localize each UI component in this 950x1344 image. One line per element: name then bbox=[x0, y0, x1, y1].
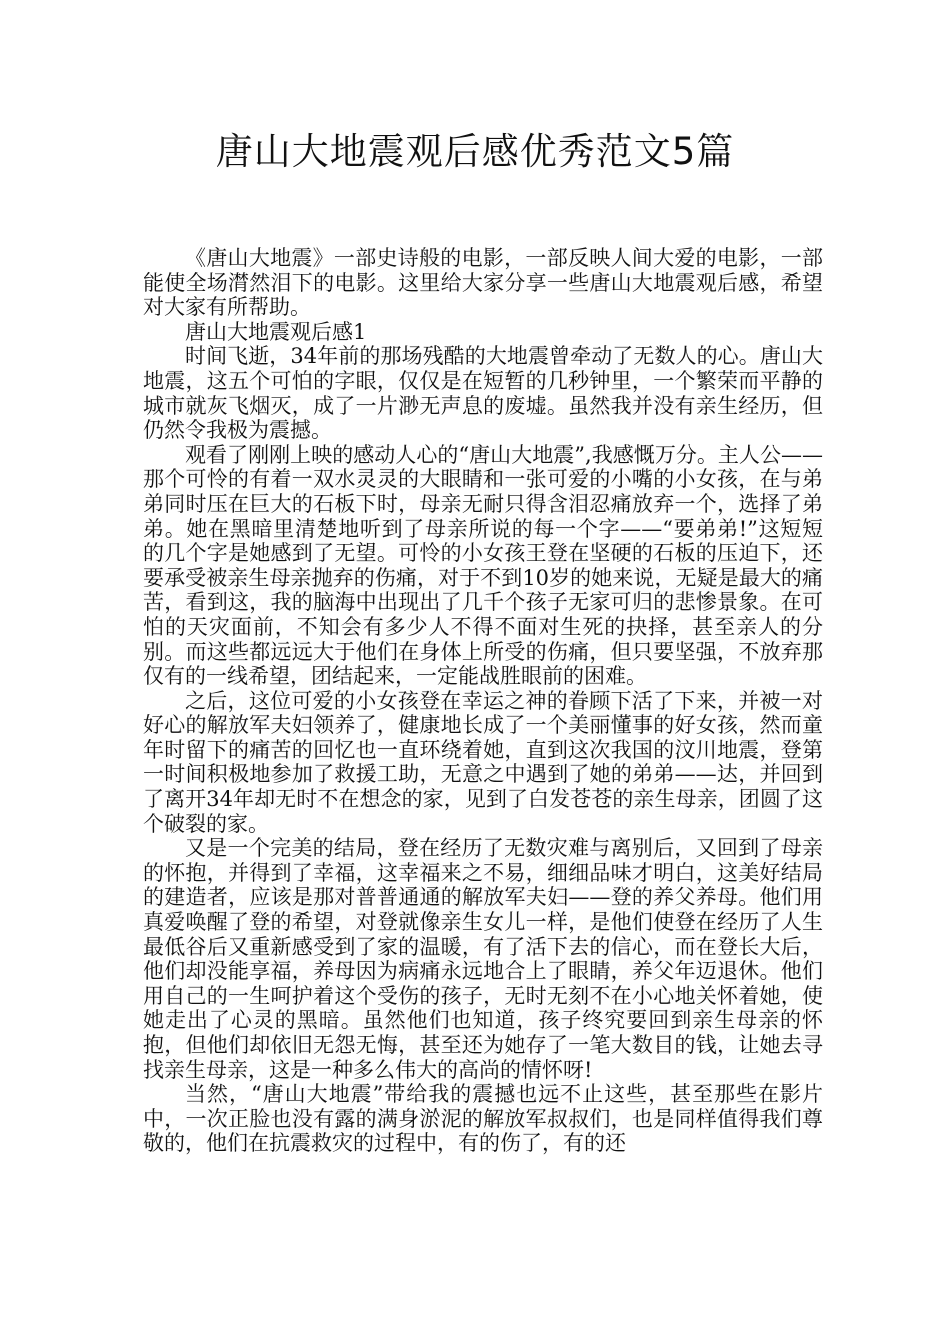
document-body bbox=[143, 246, 823, 1156]
paragraph: 又是一个完美的结局，登在经历了无数灾难与离别后，又回到了母亲的怀抱，并得到了幸福，这幸福来之不易，细细品味才明白，这美好结局的建造者，应该是那对普普通通的解放军夫妇——登的养父养母。他们用真爱唤醒了登的希望，对登就像亲生女儿一样，是他们使登在经历了人生最低谷后又重新感受到了家的温暖，有了活下去的信心，而在登长大后，他们却没能享福，养母因为病痛永远地合上了眼睛，养父年迈退休。他们用自己的一生呵护着这个受伤的孩子，无时无刻不在小心地关怀着她，使她走出了心灵的黑暗。虽然他们也知道，孩子终究要回到亲生母亲的怀抱，但他们却依旧无怨无悔，甚至还为她存了一笔大数目的钱，让她去寻找亲生母亲，这是一种多么伟大的高尚的情怀呀! bbox=[143, 836, 823, 1082]
paragraph: 时间飞逝，34年前的那场残酷的大地震曾牵动了无数人的心。唐山大地震，这五个可怕的字眼，仅仅是在短暂的几秒钟里，一个繁荣而平静的城市就灰飞烟灭，成了一片渺无声息的废墟。虽然我并没有亲生经历，但仍然令我极为震撼。 bbox=[143, 344, 823, 443]
paragraph: 观看了刚刚上映的感动人心的“唐山大地震”,我感慨万分。主人公——那个可怜的有着一双水灵灵的大眼睛和一张可爱的小嘴的小女孩，在与弟弟同时压在巨大的石板下时，母亲无耐只得含泪忍痛放弃一个，选择了弟弟。她在黑暗里清楚地听到了母亲所说的每一个字——“要弟弟!”这短短的几个字是她感到了无望。可怜的小女孩王登在坚硬的石板的压迫下，还要承受被亲生母亲抛弃的伤痛，对于不到10岁的她来说，无疑是最大的痛苦，看到这，我的脑海中出现出了几千个孩子无家可归的悲惨景象。在可怕的天灾面前，不知会有多少人不得不面对生死的抉择，甚至亲人的分别。而这些都远远大于他们在身体上所受的伤痛，但只要坚强，不放弃那仅有的一线希望，团结起来，一定能战胜眼前的困难。 bbox=[143, 442, 823, 689]
document-title: 唐山大地震观后感优秀范文5篇 bbox=[215, 130, 735, 173]
paragraph-intro: 《唐山大地震》一部史诗般的电影，一部反映人间大爱的电影，一部能使全场潸然泪下的电影。这里给大家分享一些唐山大地震观后感，希望对大家有所帮助。 bbox=[143, 246, 823, 320]
paragraph: 之后，这位可爱的小女孩登在幸运之神的眷顾下活了下来，并被一对好心的解放军夫妇领养了，健康地长成了一个美丽懂事的好女孩，然而童年时留下的痛苦的回忆也一直环绕着她，直到这次我国的汶川地震，登第一时间积极地参加了救援工助，无意之中遇到了她的弟弟——达，并回到了离开34年却无时不在想念的家，见到了白发苍苍的亲生母亲，团圆了这个破裂的家。 bbox=[143, 688, 823, 836]
section-heading: 唐山大地震观后感1 bbox=[185, 319, 367, 344]
paragraph: 当然，“唐山大地震”带给我的震撼也远不止这些，甚至那些在影片中，一次正脸也没有露的满身淤泥的解放军叔叔们，也是同样值得我们尊敬的，他们在抗震救灾的过程中，有的伤了，有的还 bbox=[143, 1082, 823, 1156]
